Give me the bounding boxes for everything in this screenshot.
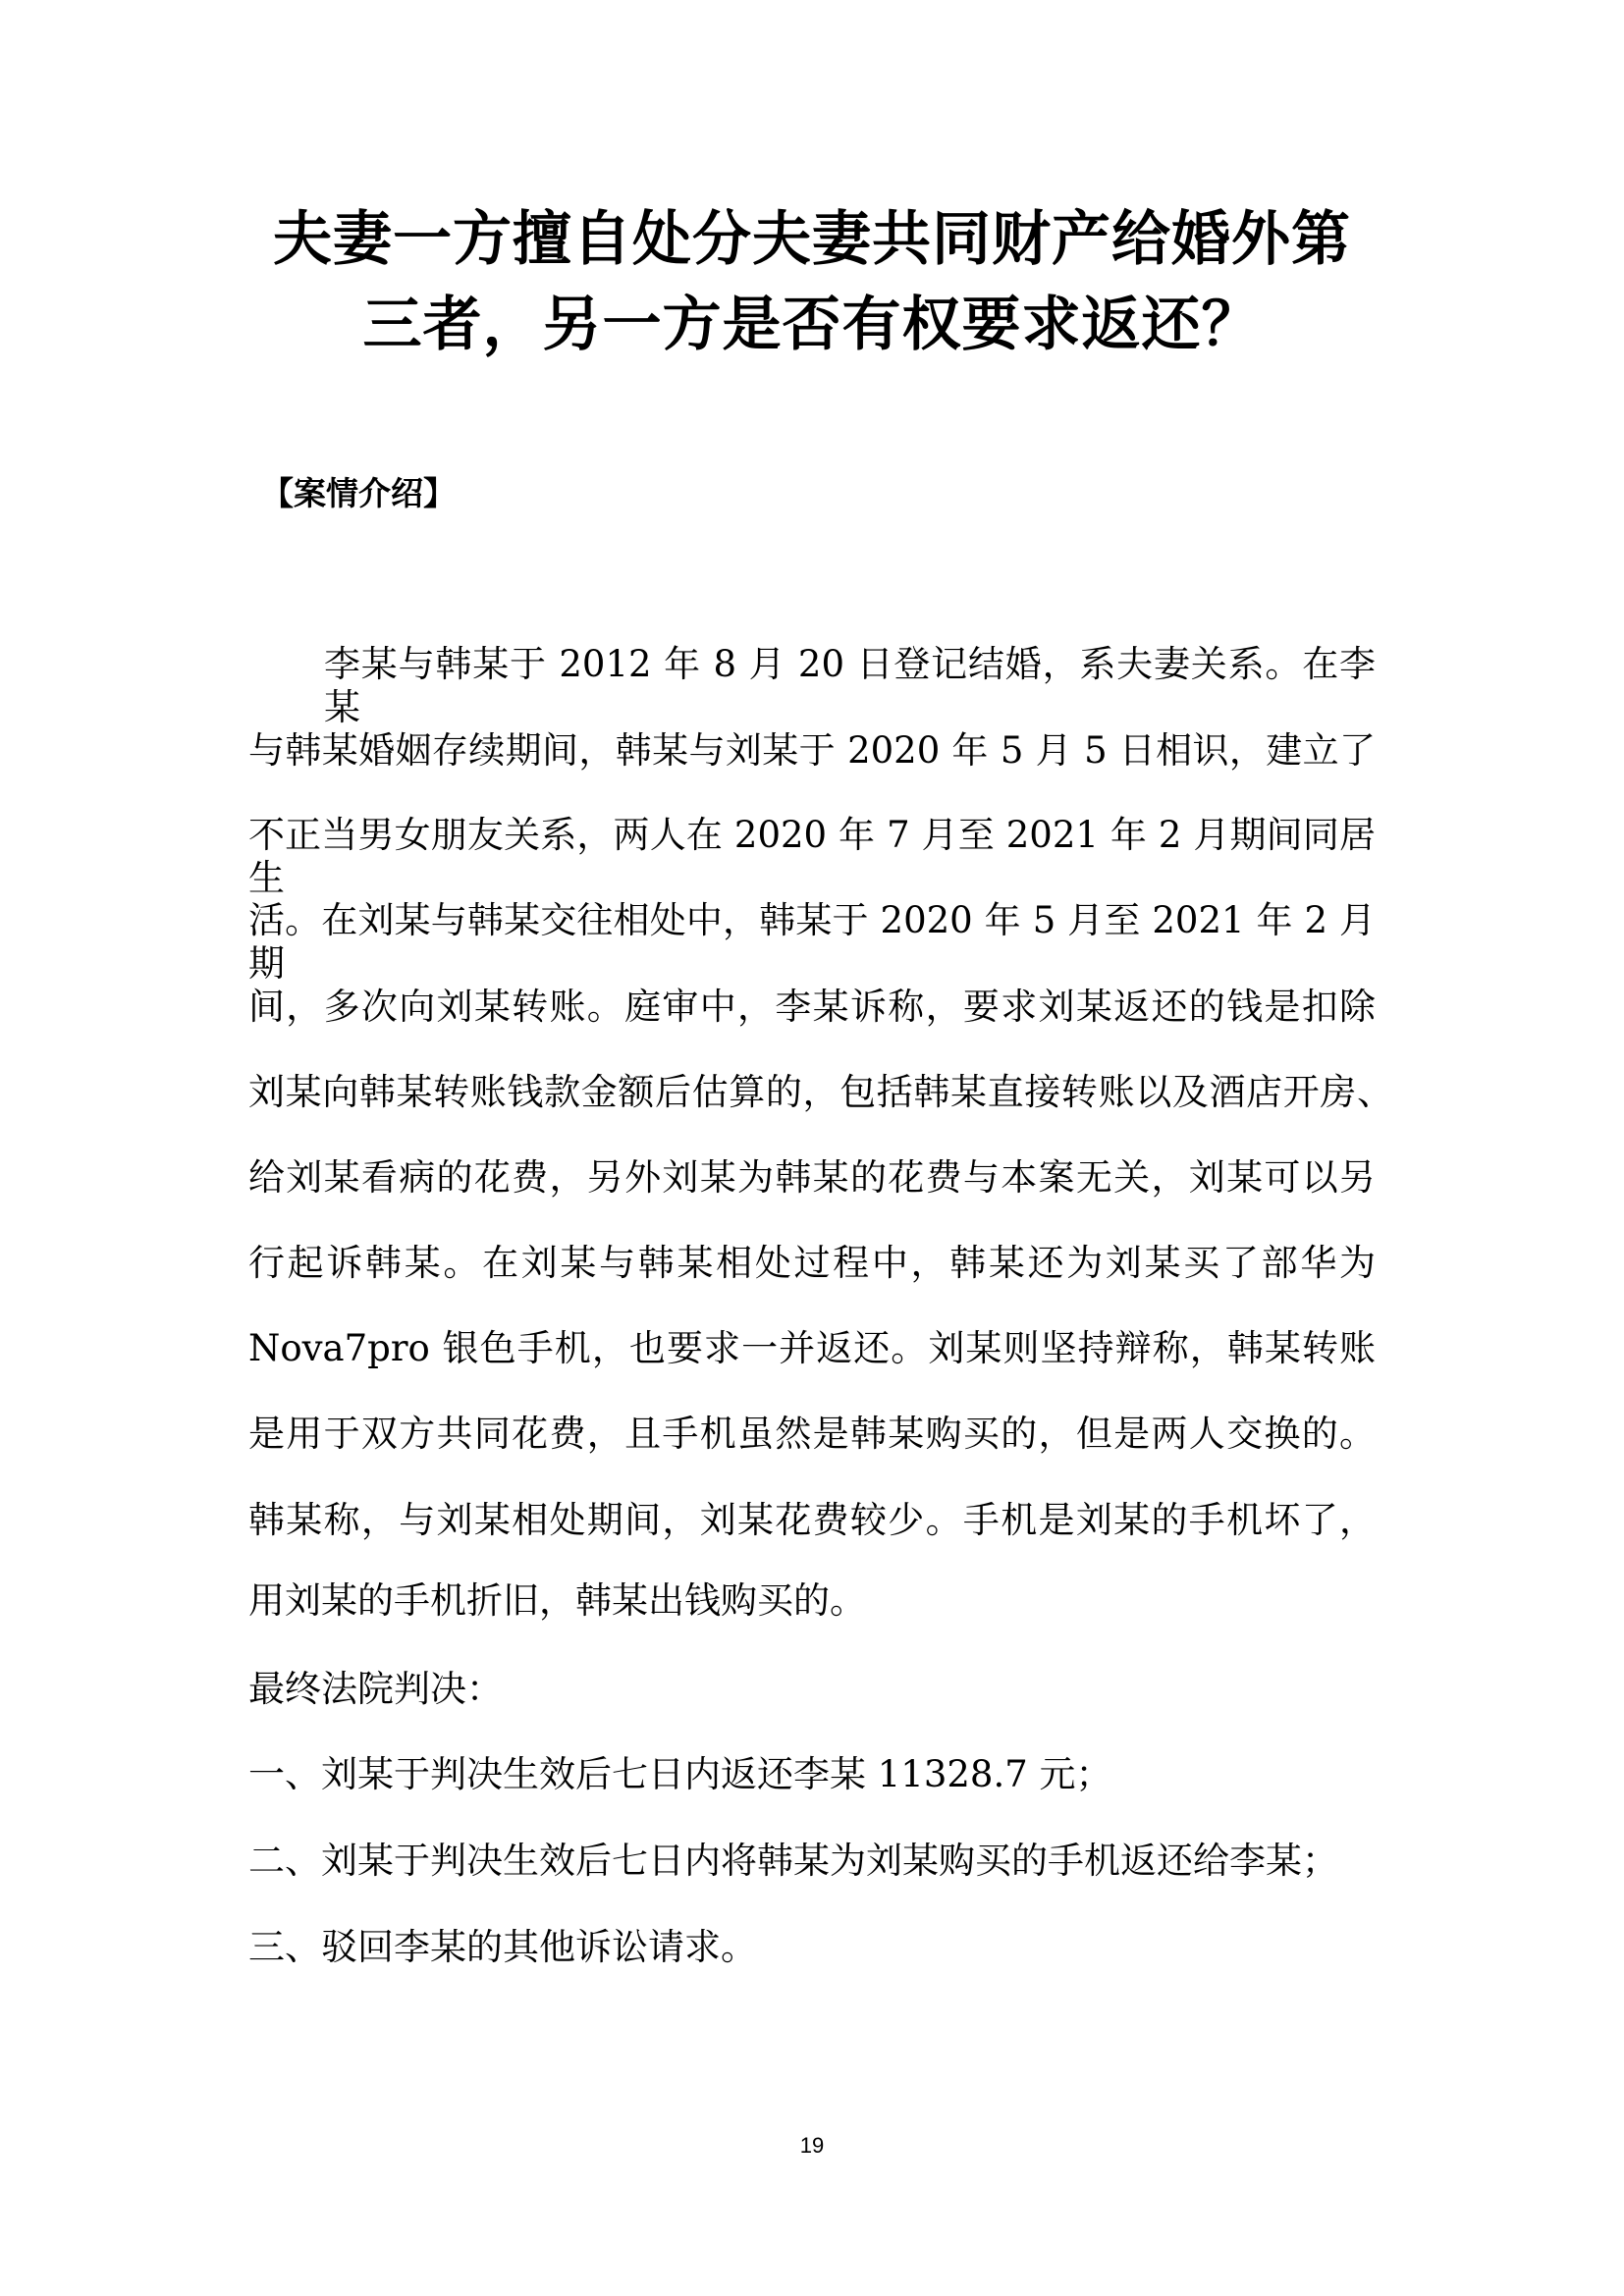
paragraph-line: 给刘某看病的花费，另外刘某为韩某的花费与本案无关，刘某可以另 [248, 1156, 1376, 1199]
page-number: 19 [799, 2133, 825, 2158]
paragraph-line: 行起诉韩某。在刘某与韩某相处过程中，韩某还为刘某买了部华为 [248, 1242, 1376, 1284]
paragraph-line: 刘某向韩某转账钱款金额后估算的，包括韩某直接转账以及酒店开房、 [248, 1071, 1393, 1113]
paragraph-line: Nova7pro 银色手机，也要求一并返还。刘某则坚持辩称，韩某转账 [248, 1327, 1376, 1369]
judgment-item: 一、刘某于判决生效后七日内返还李某 11328.7 元； [248, 1753, 1112, 1795]
paragraph-line: 用刘某的手机折旧，韩某出钱购买的。 [248, 1579, 866, 1622]
section-heading: 【案情介绍】 [261, 474, 456, 512]
paragraph-line: 活。在刘某与韩某交往相处中，韩某于 2020 年 5 月至 2021 年 2 月期 [248, 899, 1376, 985]
paragraph-line: 是用于双方共同花费，且手机虽然是韩某购买的，但是两人交换的。 [248, 1413, 1376, 1455]
judgment-item: 三、驳回李某的其他诉讼请求。 [248, 1926, 757, 1968]
paragraph-line: 韩某称，与刘某相处期间，刘某花费较少。手机是刘某的手机坏了， [248, 1499, 1376, 1541]
judgment-intro: 最终法院判决： [248, 1668, 503, 1710]
page-title-line-1: 夫妻一方擅自处分夫妻共同财产给婚外第 [273, 205, 1351, 274]
judgment-item: 二、刘某于判决生效后七日内将韩某为刘某购买的手机返还给李某； [248, 1840, 1338, 1882]
paragraph-line: 与韩某婚姻存续期间，韩某与刘某于 2020 年 5 月 5 日相识，建立了 [248, 729, 1376, 772]
paragraph-line: 间，多次向刘某转账。庭审中，李某诉称，要求刘某返还的钱是扣除 [248, 986, 1376, 1028]
paragraph-line: 不正当男女朋友关系，两人在 2020 年 7 月至 2021 年 2 月期间同居生 [248, 814, 1376, 899]
page-title-line-2: 三者，另一方是否有权要求返还？ [362, 291, 1262, 359]
paragraph-line: 李某与韩某于 2012 年 8 月 20 日登记结婚，系夫妻关系。在李某 [324, 643, 1376, 728]
